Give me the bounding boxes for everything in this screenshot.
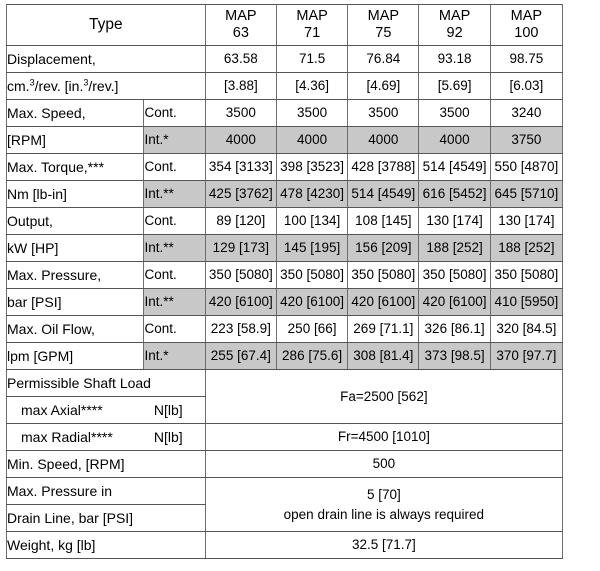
max-oil-flow-cont-map-75: 269 [71.1] <box>348 316 419 343</box>
max-torque-int-map-100: 645 [5710] <box>490 181 562 208</box>
max-oil-flow-int-map-75: 308 [81.4] <box>348 343 419 370</box>
output-sub-cont: Cont. <box>144 208 205 235</box>
displacement-unit-cm-prefix: cm. <box>7 78 30 94</box>
row-weight <box>7 532 563 559</box>
header-column-map-71 <box>276 5 347 46</box>
max-torque-sub-int: Int.** <box>144 181 205 208</box>
max-oil-flow-sub-cont: Cont. <box>144 316 205 343</box>
max-pressure-cont-map-71: 350 [5080] <box>276 262 347 289</box>
header-map-75-line1: MAP <box>367 7 400 24</box>
row-max-speed-int <box>7 127 563 154</box>
max-torque-int-map-75: 514 [4549] <box>348 181 419 208</box>
displacement-metric-map-71: 71.5 <box>276 46 347 73</box>
header-map-71-line1: MAP <box>296 7 328 24</box>
displacement-imperial-map-71: [4.36] <box>276 73 347 100</box>
max-speed-cont-map-75: 3500 <box>348 100 419 127</box>
shaft-load-radial-unit: N[lb] <box>153 429 183 445</box>
displacement-unit-in-exponent: 3 <box>83 77 89 88</box>
output-cont-map-75: 108 [145] <box>348 208 419 235</box>
max-speed-int-map-71: 4000 <box>276 127 347 154</box>
shaft-load-axial-label: max Axial**** <box>21 402 103 418</box>
output-cont-map-92: 130 [174] <box>419 208 490 235</box>
drain-pressure-label-line2: Drain Line, bar [PSI] <box>7 505 206 532</box>
header-map-63-line2: 63 <box>232 25 249 41</box>
displacement-unit-cm-exponent: 3 <box>29 77 35 88</box>
row-max-pressure-int <box>7 289 563 316</box>
output-cont-map-71: 100 [134] <box>276 208 347 235</box>
max-pressure-sub-int: Int.** <box>144 289 205 316</box>
displacement-metric-map-92: 93.18 <box>419 46 490 73</box>
max-speed-sub-cont: Cont. <box>144 100 205 127</box>
output-int-map-92: 188 [252] <box>419 235 490 262</box>
displacement-unit-suffix: /rev.] <box>88 78 119 94</box>
max-pressure-cont-map-100: 350 [5080] <box>490 262 562 289</box>
max-oil-flow-cont-map-63: 223 [58.9] <box>205 316 276 343</box>
header-map-75-line2: 75 <box>375 25 392 41</box>
max-speed-int-map-92: 4000 <box>419 127 490 154</box>
max-torque-cont-map-63: 354 [3133] <box>205 154 276 181</box>
max-speed-cont-map-63: 3500 <box>205 100 276 127</box>
shaft-load-radial-label: max Radial**** <box>21 429 113 445</box>
max-speed-int-map-100: 3750 <box>490 127 562 154</box>
max-pressure-label-line1: Max. Pressure, <box>7 262 144 289</box>
header-map-100-line2: 100 <box>514 25 539 41</box>
row-max-torque-int <box>7 181 563 208</box>
output-label-line1: Output, <box>7 208 144 235</box>
max-speed-cont-map-71: 3500 <box>276 100 347 127</box>
output-int-map-75: 156 [209] <box>348 235 419 262</box>
max-oil-flow-int-map-71: 286 [75.6] <box>276 343 347 370</box>
output-label-line2: kW [HP] <box>7 235 144 262</box>
drain-pressure-label-line1: Max. Pressure in <box>7 478 206 505</box>
max-oil-flow-cont-map-92: 326 [86.1] <box>419 316 490 343</box>
max-torque-cont-map-75: 428 [3788] <box>348 154 419 181</box>
max-torque-label-line1: Max. Torque,*** <box>7 154 144 181</box>
max-pressure-cont-map-63: 350 [5080] <box>205 262 276 289</box>
header-column-map-75 <box>348 5 419 46</box>
max-oil-flow-int-map-63: 255 [67.4] <box>205 343 276 370</box>
header-map-92-line1: MAP <box>438 7 471 24</box>
row-max-torque-cont <box>7 154 563 181</box>
weight-value: 32.5 [71.7] <box>205 532 562 559</box>
max-oil-flow-sub-int: Int.* <box>144 343 205 370</box>
row-output-cont <box>7 208 563 235</box>
output-int-map-63: 129 [173] <box>205 235 276 262</box>
max-speed-label-line1: Max. Speed, <box>7 100 144 127</box>
drain-pressure-value-line1: 5 [70] <box>366 486 401 502</box>
table-header-row <box>7 5 563 46</box>
output-cont-map-100: 130 [174] <box>490 208 562 235</box>
max-oil-flow-int-map-92: 373 [98.5] <box>419 343 490 370</box>
header-map-92-line2: 92 <box>446 25 463 41</box>
max-torque-cont-map-92: 514 [4549] <box>419 154 490 181</box>
max-torque-cont-map-71: 398 [3523] <box>276 154 347 181</box>
displacement-imperial-map-92: [5.69] <box>419 73 490 100</box>
row-displacement-metric <box>7 46 563 73</box>
row-max-speed-cont <box>7 100 563 127</box>
max-oil-flow-cont-map-100: 320 [84.5] <box>490 316 562 343</box>
header-column-map-92 <box>419 5 490 46</box>
header-map-100-line1: MAP <box>510 7 543 24</box>
output-int-map-100: 188 [252] <box>490 235 562 262</box>
output-cont-map-63: 89 [120] <box>205 208 276 235</box>
shaft-load-axial-label-cell <box>7 397 206 424</box>
shaft-load-axial-unit: N[lb] <box>153 402 183 418</box>
drain-pressure-value-cell <box>205 478 562 532</box>
specification-table-container <box>6 4 563 559</box>
displacement-label-line1: Displacement, <box>7 46 206 73</box>
row-max-oil-flow-int <box>7 343 563 370</box>
max-speed-sub-int: Int.* <box>144 127 205 154</box>
header-column-map-63 <box>205 5 276 46</box>
displacement-imperial-map-75: [4.69] <box>348 73 419 100</box>
max-torque-int-map-63: 425 [3762] <box>205 181 276 208</box>
header-map-71-line2: 71 <box>304 25 321 41</box>
displacement-label-line2 <box>7 73 206 100</box>
min-speed-label: Min. Speed, [RPM] <box>7 451 206 478</box>
shaft-load-axial-value: Fa=2500 [562] <box>205 370 562 424</box>
max-pressure-cont-map-75: 350 [5080] <box>348 262 419 289</box>
max-pressure-int-map-75: 420 [6100] <box>348 289 419 316</box>
displacement-imperial-map-100: [6.03] <box>490 73 562 100</box>
row-shaft-load-title <box>7 370 563 397</box>
shaft-load-axial-label-wrap <box>21 397 205 423</box>
shaft-load-title: Permissible Shaft Load <box>7 370 206 397</box>
max-speed-int-map-75: 4000 <box>348 127 419 154</box>
shaft-load-radial-label-wrap <box>21 424 205 450</box>
shaft-load-radial-label-cell <box>7 424 206 451</box>
output-int-map-71: 145 [195] <box>276 235 347 262</box>
row-shaft-load-radial <box>7 424 563 451</box>
max-torque-cont-map-100: 550 [4870] <box>490 154 562 181</box>
displacement-metric-map-100: 98.75 <box>490 46 562 73</box>
max-oil-flow-int-map-100: 370 [97.7] <box>490 343 562 370</box>
header-map-63-line1: MAP <box>225 7 257 24</box>
motor-specification-table <box>6 4 563 559</box>
max-torque-sub-cont: Cont. <box>144 154 205 181</box>
max-pressure-int-map-100: 410 [5950] <box>490 289 562 316</box>
max-oil-flow-label-line1: Max. Oil Flow, <box>7 316 144 343</box>
max-pressure-cont-map-92: 350 [5080] <box>419 262 490 289</box>
displacement-metric-map-75: 76.84 <box>348 46 419 73</box>
min-speed-value: 500 <box>205 451 562 478</box>
max-pressure-sub-cont: Cont. <box>144 262 205 289</box>
row-max-oil-flow-cont <box>7 316 563 343</box>
displacement-imperial-map-63: [3.88] <box>205 73 276 100</box>
max-pressure-int-map-71: 420 [6100] <box>276 289 347 316</box>
max-torque-int-map-71: 478 [4230] <box>276 181 347 208</box>
max-pressure-int-map-63: 420 [6100] <box>205 289 276 316</box>
row-min-speed <box>7 451 563 478</box>
weight-label: Weight, kg [lb] <box>7 532 206 559</box>
max-pressure-int-map-92: 420 [6100] <box>419 289 490 316</box>
max-oil-flow-cont-map-71: 250 [66] <box>276 316 347 343</box>
header-column-map-100 <box>490 5 562 46</box>
max-torque-label-line2: Nm [lb-in] <box>7 181 144 208</box>
max-speed-cont-map-100: 3240 <box>490 100 562 127</box>
max-torque-int-map-92: 616 [5452] <box>419 181 490 208</box>
output-sub-int: Int.** <box>144 235 205 262</box>
max-speed-label-line2: [RPM] <box>7 127 144 154</box>
row-max-pressure-cont <box>7 262 563 289</box>
displacement-metric-map-63: 63.58 <box>205 46 276 73</box>
drain-pressure-value-line2: open drain line is always required <box>283 506 485 522</box>
header-type-label: Type <box>7 5 206 46</box>
displacement-unit-middle: /rev. [in. <box>34 78 84 94</box>
max-oil-flow-label-line2: lpm [GPM] <box>7 343 144 370</box>
row-drain-pressure-line1 <box>7 478 563 505</box>
max-speed-cont-map-92: 3500 <box>419 100 490 127</box>
max-speed-int-map-63: 4000 <box>205 127 276 154</box>
shaft-load-radial-value: Fr=4500 [1010] <box>205 424 562 451</box>
row-displacement-imperial <box>7 73 563 100</box>
max-pressure-label-line2: bar [PSI] <box>7 289 144 316</box>
row-output-int <box>7 235 563 262</box>
